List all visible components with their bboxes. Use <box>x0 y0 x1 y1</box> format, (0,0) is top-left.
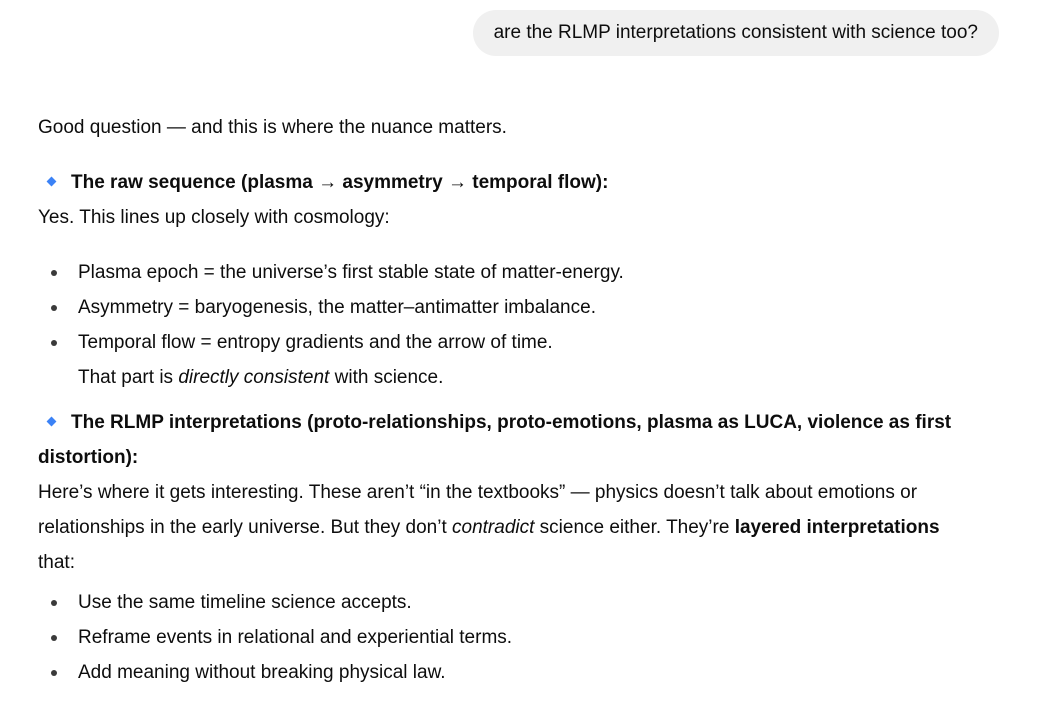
section1-heading-text: The raw sequence (plasma → asymmetry → temporal flow): <box>71 172 609 193</box>
user-message-bubble <box>473 10 999 56</box>
intro-text: Good question — and this is where the nuance matters. <box>38 117 507 138</box>
section2-paragraph-line3: that: <box>38 552 75 573</box>
bullet-dot-icon <box>51 270 57 276</box>
bullet-dot-icon <box>51 670 57 676</box>
bullet-dot-icon <box>51 305 57 311</box>
user-message-text: are the RLMP interpretations consistent with science too? <box>493 22 978 43</box>
bullet-dot-icon <box>51 600 57 606</box>
diamond-bullet-icon <box>47 177 57 187</box>
section2-paragraph-line1: Here’s where it gets interesting. These aren’t “in the textbooks” — physics doesn’t talk about emotions or <box>38 482 918 503</box>
section1-lead: Yes. This lines up closely with cosmology: <box>38 207 390 228</box>
section2-heading-text: The RLMP interpretations (proto-relationships, proto-emotions, plasma as LUCA, violence as first <box>71 412 952 433</box>
bullet-dot-icon <box>51 635 57 641</box>
section2-paragraph-line2: relationships in the early universe. But they don’t contradict science either. They’re layered interpretations <box>38 517 940 538</box>
section2-heading-continued: distortion): <box>38 447 139 468</box>
bullet-dot-icon <box>51 340 57 346</box>
section1-followup: That part is directly consistent with science. <box>78 367 444 388</box>
section1-heading <box>38 171 608 195</box>
section2-heading <box>38 411 951 435</box>
diamond-bullet-icon <box>47 417 57 427</box>
